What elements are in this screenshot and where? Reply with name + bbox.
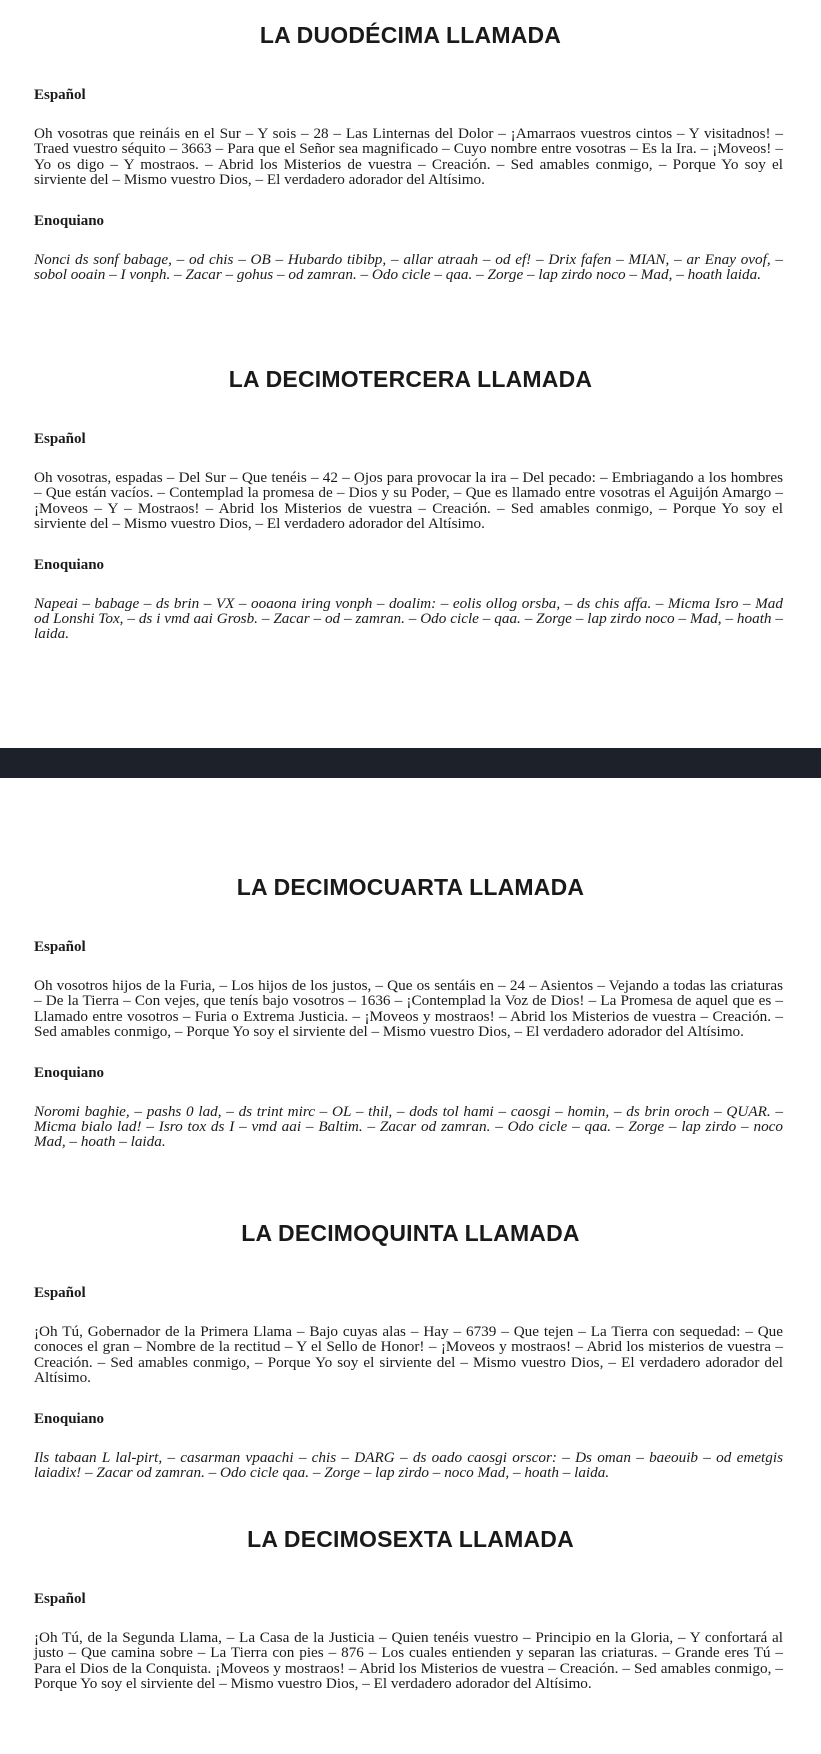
section-decimosexta	[0, 1522, 821, 1692]
text-enoquiano: Noromi baghie, – pashs 0 lad, – ds trint mirc – OL – thil, – dods tol hami – caosgi – homin, – ds brin oroch – QUAR. – Micma bialo lad! – Isro tox ds I – vmd aai – Baltim. – Zacar od zamran. – Odo cicle – qaa. – Zorge – lap zirdo – noco Mad, – hoath – laida.	[34, 1102, 783, 1151]
section-title: LA DECIMOCUARTA LLAMADA	[236, 874, 585, 900]
text-enoquiano: Ils tabaan L lal-pirt, – casarman vpaachi – chis – DARG – ds oado caosgi orscor: – Ds oman – baeouib – od emetgis laiadix! – Zacar od zamran. – Odo cicle qaa. – Zorge – lap zirdo – noco Mad, – hoath – laida.	[34, 1448, 783, 1482]
section-title: LA DECIMOQUINTA LLAMADA	[241, 1220, 580, 1246]
text-espanol: ¡Oh Tú, Gobernador de la Primera Llama – Bajo cuyas alas – Hay – 6739 – Que tejen – La Tierra con sequedad: – Que conoces el gran – Nombre de la rectitud – Y el Sello de Honor! – ¡Moveos y mostraos! – Abrid los misterios de vuestra – Creación. – Sed amables conmigo, – Porque Yo soy el sirviente del – Mismo vuestro Dios, – El verdadero adorador del Altísimo.	[34, 1323, 783, 1387]
section-decimoquinta	[0, 1216, 821, 1480]
section-decimocuarta	[0, 870, 821, 1150]
page-separator	[0, 748, 821, 778]
page-1	[0, 0, 821, 748]
label-enoquiano: Enoquiano	[34, 212, 105, 229]
label-enoquiano: Enoquiano	[34, 556, 105, 573]
label-espanol: Español	[34, 1285, 86, 1301]
label-enoquiano: Enoquiano	[34, 1410, 105, 1427]
label-espanol: Español	[34, 939, 86, 955]
section-title: LA DECIMOSEXTA LLAMADA	[247, 1526, 574, 1552]
label-espanol: Español	[34, 1591, 86, 1607]
text-enoquiano: Nonci ds sonf babage, – od chis – OB – Hubardo tibibp, – allar atraah – od ef! – Drix fafen – MIAN, – ar Enay ovof, – sobol ooain – I vonph. – Zacar – gohus – od zamran. – Odo cicle – qaa. – Zorge – lap zirdo noco – Mad, – hoath laida.	[34, 250, 783, 284]
section-title: LA DECIMOTERCERA LLAMADA	[228, 366, 593, 392]
label-espanol: Español	[34, 87, 86, 103]
text-espanol: Oh vosotros hijos de la Furia, – Los hijos de los justos, – Que os sentáis en – 24 – Asientos – Vejando a todas las criaturas – De la Tierra – Con vejes, que tenís bajo vosotros – 1636 – ¡Contemplad la Voz de Dios! – La Promesa de aquel que es – Llamado entre vosotros – Furia o Extrema Justicia. – ¡Moveos y mostraos! – Abrid los Misterios de vuestra – Creación. – Sed amables conmigo, – Porque Yo soy el sirviente del – Mismo vuestro Dios, – El verdadero adorador del Altísimo.	[34, 977, 783, 1041]
text-espanol: ¡Oh Tú, de la Segunda Llama, – La Casa de la Justicia – Quien tenéis vuestro – Principio en la Gloria, – Y confortará al justo – Que camina sobre – La Tierra con pies – 876 – Los cuales entienden y separan las criaturas. – Grande eres Tú – Para el Dios de la Conquista. ¡Moveos y mostraos! – Abrid los Misterios de vuestra – Creación. – Sed amables conmigo, – Porque Yo soy el sirviente del – Mismo vuestro Dios, – El verdadero adorador del Altísimo.	[34, 1629, 783, 1693]
text-espanol: Oh vosotras, espadas – Del Sur – Que tenéis – 42 – Ojos para provocar la ira – Del pecado: – Embriagando a los hombres – Que están vacíos. – Contemplad la promesa de – Dios y su Poder, – Que es llamado entre vosotras el Aguijón Amargo – ¡Moveos – Y – Mostraos! – Abrid los Misterios de vuestra – Creación. – Sed amables conmigo, – Porque Yo soy el sirviente del – Mismo vuestro Dios, – El verdadero adorador del Altísimo.	[34, 469, 783, 533]
section-decimotercera	[0, 362, 821, 642]
page-2	[0, 778, 821, 1754]
text-espanol: Oh vosotras que reináis en el Sur – Y sois – 28 – Las Linternas del Dolor – ¡Amarraos vuestros cintos – Y visitadnos! – Traed vuestro séquito – 3663 – Para que el Señor sea magnificado – Cuyo nombre entre vosotras – Es la Ira. – ¡Moveos! – Yo os digo – Y mostraos. – Abrid los Misterios de vuestra – Creación. – Sed amables conmigo, – Porque Yo soy el sirviente del – Mismo vuestro Dios, – El verdadero adorador del Altísimo.	[34, 125, 783, 189]
section-duodecima	[0, 18, 821, 282]
label-espanol: Español	[34, 431, 86, 447]
section-title: LA DUODÉCIMA LLAMADA	[259, 22, 562, 48]
label-enoquiano: Enoquiano	[34, 1064, 105, 1081]
text-enoquiano: Napeai – babage – ds brin – VX – ooaona iring vonph – doalim: – eolis ollog orsba, – ds chis affa. – Micma Isro – Mad od Lonshi Tox, – ds i vmd aai Grosb. – Zacar – od – zamran. – Odo cicle – qaa. – Zorge – lap zirdo noco – Mad, – hoath – laida.	[34, 594, 783, 643]
